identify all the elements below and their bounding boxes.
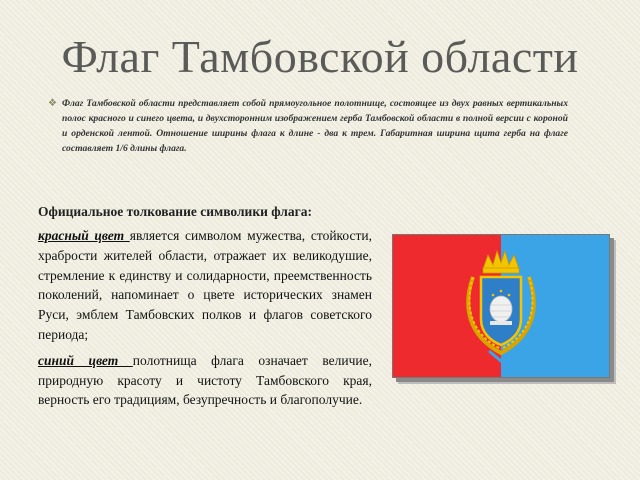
shield-icon — [481, 277, 521, 345]
tambov-flag — [393, 235, 609, 377]
tambov-flag-image — [392, 234, 610, 378]
red-term: красный цвет — [38, 228, 130, 243]
interpretation-body — [38, 226, 372, 416]
interpretation-heading: Официальное толкование символики флага: — [38, 204, 312, 219]
double-chevron-icon: ❖ — [48, 98, 57, 109]
blue-term: синий цвет — [38, 352, 133, 368]
blue-text: полотнища флага означает величие, природную красоту и чистоту Тамбовского края, верность его традициям, безупречность и благополучие. — [38, 352, 373, 408]
blue-meaning — [38, 351, 372, 410]
flag-description — [48, 96, 568, 156]
page-title: Флаг Тамбовской области — [61, 31, 579, 82]
red-meaning — [38, 226, 372, 345]
flag-description-text: Флаг Тамбовской области представляет собой прямоугольное полотнище, состоящее из двух равных вертикальных полос красного и синего цвета, и двухсторонним изображением герба Тамбовской области в полной версии с короной и орденской лентой. Отношение ширины флага к длине - два к трем. Габаритная ширина щита герба на флаге составляет 1/6 длины флага. — [62, 98, 568, 154]
red-text: является символом мужества, стойкости, храбрости жителей области, отражает их великодушие, стремление к единству и солидарности, преемственность поколений, напоминает о цвете исторических знамен Руси, эмблем Тамбовских полков и флагов советского периода; — [38, 228, 372, 342]
